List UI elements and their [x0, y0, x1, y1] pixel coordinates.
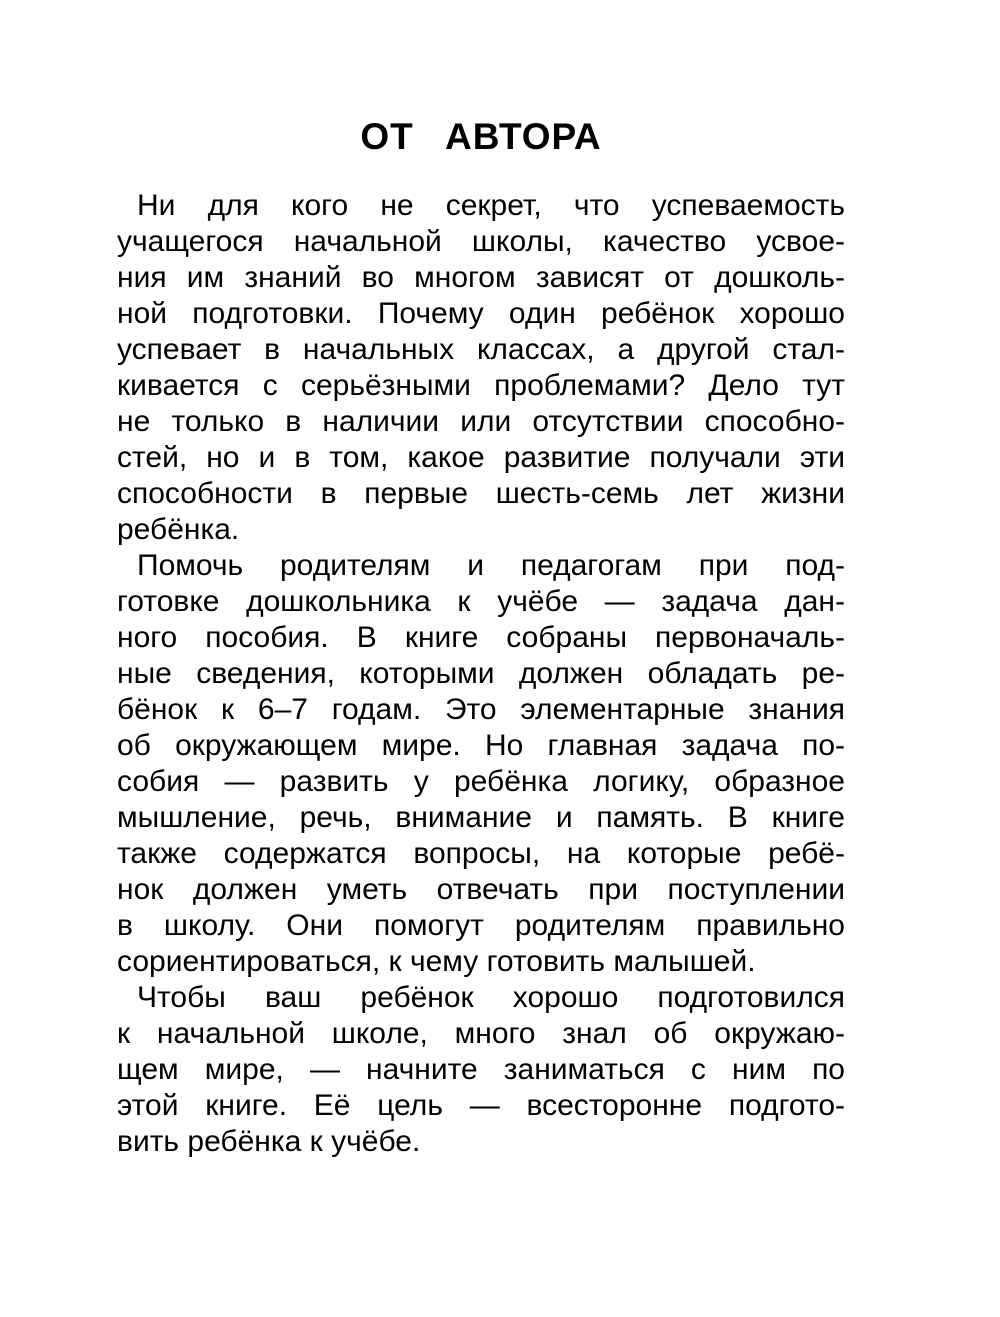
text-line: Ни для кого не секрет, что успеваемость — [137, 189, 845, 222]
paragraph-1 — [117, 188, 845, 548]
text-line: кивается с серьёзными проблемами? Дело тут — [117, 369, 845, 402]
text-line: ной подготовки. Почему один ребёнок хорошо — [117, 297, 845, 330]
text-line: ные сведения, которыми должен обладать ре- — [117, 657, 845, 690]
text-line: ного пособия. В книге собраны первоначаль- — [117, 621, 845, 654]
text-line: собия — развить у ребёнка логику, образное — [117, 765, 845, 798]
text-line: бёнок к 6–7 годам. Это элементарные знания — [117, 693, 845, 726]
text-line: щем мире, — начните заниматься с ним по — [117, 1053, 845, 1086]
text-line: не только в наличии или отсутствии способно- — [117, 405, 845, 438]
text-line: стей, но и в том, какое развитие получали эти — [117, 441, 845, 474]
text-line: вить ребёнка к учёбе. — [117, 1125, 421, 1158]
text-line: этой книге. Её цель — всесторонне подгото- — [117, 1089, 845, 1122]
text-line: готовке дошкольника к учёбе — задача дан- — [117, 585, 845, 618]
paragraph-3 — [117, 980, 845, 1160]
text-line: сориентироваться, к чему готовить малышей. — [117, 945, 756, 978]
page-title: ОТ АВТОРА — [360, 115, 602, 157]
text-line: нок должен уметь отвечать при поступлении — [117, 873, 845, 906]
text-body — [117, 188, 845, 1160]
text-line: ния им знаний во многом зависят от дошколь- — [117, 261, 845, 294]
text-line: успевает в начальных классах, а другой стал- — [117, 333, 845, 366]
text-line: к начальной школе, много знал об окружаю- — [117, 1017, 845, 1050]
text-line: мышление, речь, внимание и память. В книге — [117, 801, 845, 834]
paragraph-2 — [117, 548, 845, 980]
text-line: в школу. Они помогут родителям правильно — [117, 909, 845, 942]
text-line: ребёнка. — [117, 513, 240, 546]
text-line: Чтобы ваш ребёнок хорошо подготовился — [137, 981, 845, 1014]
text-line: учащегося начальной школы, качество усвое- — [117, 225, 845, 258]
text-line: об окружающем мире. Но главная задача по- — [117, 729, 845, 762]
text-line: также содержатся вопросы, на которые ребё- — [117, 837, 845, 870]
text-line: Помочь родителям и педагогам при под- — [137, 549, 845, 582]
text-line: способности в первые шесть-семь лет жизни — [117, 477, 845, 510]
